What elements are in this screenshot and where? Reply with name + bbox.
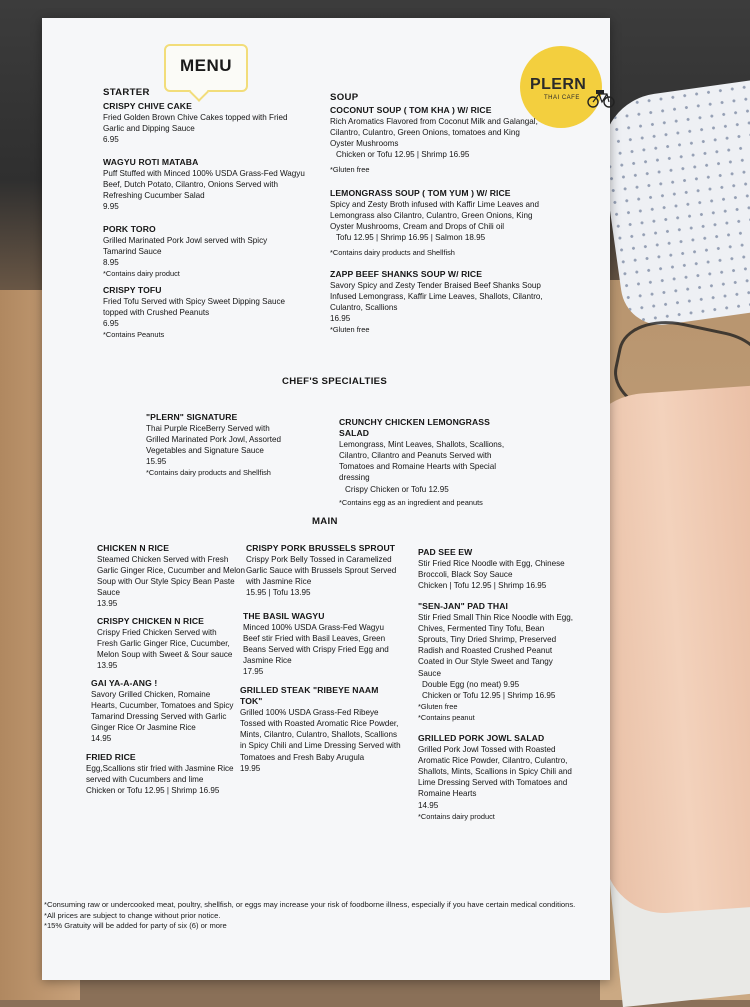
menu-item xyxy=(418,733,578,822)
footer-line: *Consuming raw or undercooked meat, poultry, shellfish, or eggs may increase your risk of foodborne illness, especially if you have certain medical conditions. xyxy=(44,900,576,909)
menu-item xyxy=(330,105,542,176)
menu-sheet xyxy=(42,18,610,980)
item-name: GAI YA-A-ANG ! xyxy=(91,678,158,688)
item-price: 9.95 xyxy=(103,202,119,212)
item-price: 14.95 xyxy=(418,800,439,810)
item-note: *Contains egg as an ingredient and peanuts xyxy=(339,497,483,507)
menu-item xyxy=(86,752,236,796)
item-note: *Gluten free xyxy=(330,325,370,335)
section-main: MAIN xyxy=(312,516,338,527)
item-price: 15.95 | Tofu 13.95 xyxy=(246,588,311,598)
item-price: Crispy Chicken or Tofu 12.95 xyxy=(345,484,449,494)
logo-subtitle: THAI CAFE xyxy=(544,95,580,101)
footer-line: *15% Gratuity will be added for party of six (6) or more xyxy=(44,921,227,930)
item-description: Crispy Fried Chicken Served with Fresh Garlic Ginger Rice, Cucumber, Melon Soup with Sweet & Sour sauce xyxy=(97,628,233,660)
item-name: CRISPY CHIVE CAKE xyxy=(103,101,192,111)
item-note: *Contains dairy product xyxy=(103,269,180,279)
item-description: Grilled 100% USDA Grass-Fed Ribeye Tossed with Roasted Aromatic Rice Powder, Mints, Cilantro, Culantro, Shallots, Scallions in Spicy Chili and Lime Dressing Served with Tomatoes and Fresh Baby Arugula xyxy=(240,708,401,762)
logo-word: PLERN xyxy=(530,76,587,93)
item-note: *Contains dairy product xyxy=(418,811,495,821)
item-name: GRILLED PORK JOWL SALAD xyxy=(418,733,545,743)
menu-item xyxy=(418,601,576,723)
section-soup: SOUP xyxy=(330,92,359,103)
item-note: *Gluten free *Contains peanut xyxy=(418,701,475,722)
item-price: Tofu 12.95 | Shrimp 16.95 | Salmon 18.95 xyxy=(336,233,486,243)
footer-line: *All prices are subject to change without prior notice. xyxy=(44,910,221,920)
item-name: CRISPY CHICKEN N RICE xyxy=(97,616,204,626)
item-description: Crispy Pork Belly Tossed in Caramelized Garlic Sauce with Brussels Sprout Served with Jasmine Rice xyxy=(246,555,397,587)
item-price: Double Egg (no meat) 9.95 Chicken or Tofu 12.95 | Shrimp 16.95 xyxy=(422,679,556,700)
menu-item xyxy=(330,269,545,336)
menu-item xyxy=(103,157,308,212)
item-description: Rich Aromatics Flavored from Coconut Milk and Galangal, Cilantro, Culantro, Green Onions, tomatoes and King Oyster Mushrooms xyxy=(330,117,538,149)
menu-title-bubble xyxy=(164,44,248,92)
item-description: Puff Stuffed with Minced 100% USDA Grass-Fed Wagyu Beef, Dutch Potato, Cilantro, Onions Served with Refreshing Cucumber Salad xyxy=(103,169,305,201)
item-name: "PLERN" SIGNATURE xyxy=(146,412,238,422)
menu-item xyxy=(243,611,401,678)
menu-item xyxy=(103,101,308,145)
menu-item xyxy=(240,685,402,774)
item-price: Chicken or Tofu 12.95 | Shrimp 16.95 xyxy=(86,786,220,796)
item-name: FRIED RICE xyxy=(86,752,136,762)
item-description: Thai Purple RiceBerry Served with Grilled Marinated Pork Jowl, Assorted Vegetables and Signature Sauce xyxy=(146,424,281,456)
menu-item xyxy=(246,543,401,598)
menu-item xyxy=(330,188,545,259)
item-price: 19.95 xyxy=(240,763,261,773)
item-price: 6.95 xyxy=(103,319,119,329)
item-price: 14.95 xyxy=(91,734,112,744)
section-starter: STARTER xyxy=(103,87,150,98)
item-description: Steamed Chicken Served with Fresh Garlic Ginger Rice, Cucumber and Melon Soup with Our Style Spicy Bean Paste Sauce xyxy=(97,555,245,598)
item-description: Lemongrass, Mint Leaves, Shallots, Scallions, Cilantro, Cilantro and Peanuts Served with Tomatoes and Romaine Hearts with Special dressing xyxy=(339,440,505,483)
bicycle-icon xyxy=(587,88,615,108)
item-price: 13.95 xyxy=(97,599,118,609)
footer-disclaimers xyxy=(44,900,610,932)
item-name: WAGYU ROTI MATABA xyxy=(103,157,199,167)
menu-item xyxy=(146,412,294,479)
item-note: *Contains Peanuts xyxy=(103,330,165,340)
item-description: Stir Fried Small Thin Rice Noodle with Egg, Chives, Fermented Tiny Tofu, Bean Sprouts, Tiny Dried Shrimp, Preserved Radish and Roasted Crushed Peanut Coated in Our Style Sweet and Tangy Sauce xyxy=(418,613,574,678)
item-name: GRILLED STEAK "RIBEYE NAAM TOK" xyxy=(240,685,379,707)
item-price: 8.95 xyxy=(103,258,119,268)
item-name: "SEN-JAN" PAD THAI xyxy=(418,601,509,611)
item-description: Grilled Marinated Pork Jowl served with Spicy Tamarind Sauce xyxy=(103,236,268,257)
item-name: LEMONGRASS SOUP ( TOM YUM ) W/ RICE xyxy=(330,188,511,198)
item-name: ZAPP BEEF SHANKS SOUP W/ RICE xyxy=(330,269,483,279)
item-description: Savory Spicy and Zesty Tender Braised Beef Shanks Soup Infused Lemongrass, Kaffir Lime Leaves, Shallots, Cilantro, Culantro, Scallions xyxy=(330,281,543,313)
item-description: Spicy and Zesty Broth infused with Kaffir Lime Leaves and Lemongrass also Cilantro, Culantro, Green Onions, King Oyster Mushrooms, Cream and Drops of Chili oil xyxy=(330,200,540,232)
item-name: PORK TORO xyxy=(103,224,156,234)
item-description: Egg,Scallions stir fried with Jasmine Rice served with Cucumbers and lime xyxy=(86,764,234,785)
menu-item xyxy=(339,417,511,508)
menu-item xyxy=(103,224,298,279)
item-price: 13.95 xyxy=(97,661,118,671)
item-description: Savory Grilled Chicken, Romaine Hearts, Cucumber, Tomatoes and Spicy Tamarind Dressing Served with Garlic Ginger Rice Or Jasmine Rice xyxy=(91,690,234,733)
menu-item xyxy=(97,616,237,671)
item-description: Fried Golden Brown Chive Cakes topped with Fried Garlic and Dipping Sauce xyxy=(103,113,288,134)
menu-title: MENU xyxy=(179,56,233,75)
item-description: Minced 100% USDA Grass-Fed Wagyu Beef stir Fried with Basil Leaves, Green Beans Served with Crispy Fried Egg and Jasmine Rice xyxy=(243,623,389,666)
menu-item xyxy=(97,543,245,610)
item-description: Stir Fried Rice Noodle with Egg, Chinese Broccoli, Black Soy Sauce xyxy=(418,559,565,580)
menu-item xyxy=(103,285,308,340)
item-name: CRISPY TOFU xyxy=(103,285,162,295)
item-price: 15.95 xyxy=(146,457,167,467)
item-name: CRISPY PORK BRUSSELS SPROUT xyxy=(246,543,396,553)
menu-item xyxy=(91,678,237,745)
item-name: CRUNCHY CHICKEN LEMONGRASS SALAD xyxy=(339,417,490,439)
item-note: *Gluten free xyxy=(330,165,370,175)
item-note: *Contains dairy products and Shellfish xyxy=(330,248,455,258)
item-price: Chicken | Tofu 12.95 | Shrimp 16.95 xyxy=(418,581,547,591)
item-name: CHICKEN N RICE xyxy=(97,543,170,553)
menu-item xyxy=(418,547,576,591)
item-price: 17.95 xyxy=(243,667,264,677)
item-name: PAD SEE EW xyxy=(418,547,473,557)
item-price: Chicken or Tofu 12.95 | Shrimp 16.95 xyxy=(336,150,470,160)
item-price: 16.95 xyxy=(330,314,351,324)
section-chef-specialties: CHEF'S SPECIALTIES xyxy=(282,376,388,387)
item-name: THE BASIL WAGYU xyxy=(243,611,325,621)
item-note: *Contains dairy products and Shellfish xyxy=(146,468,271,478)
item-description: Fried Tofu Served with Spicy Sweet Dipping Sauce topped with Crushed Peanuts xyxy=(103,297,286,318)
item-price: 6.95 xyxy=(103,135,119,145)
item-description: Grilled Pork Jowl Tossed with Roasted Aromatic Rice Powder, Cilantro, Culantro, Shallots, Mints, Scallions in Spicy Chili and Lime Dressing Served with Tomatoes and Romaine Hearts xyxy=(418,745,572,799)
item-name: COCONUT SOUP ( TOM KHA ) W/ RICE xyxy=(330,105,492,115)
